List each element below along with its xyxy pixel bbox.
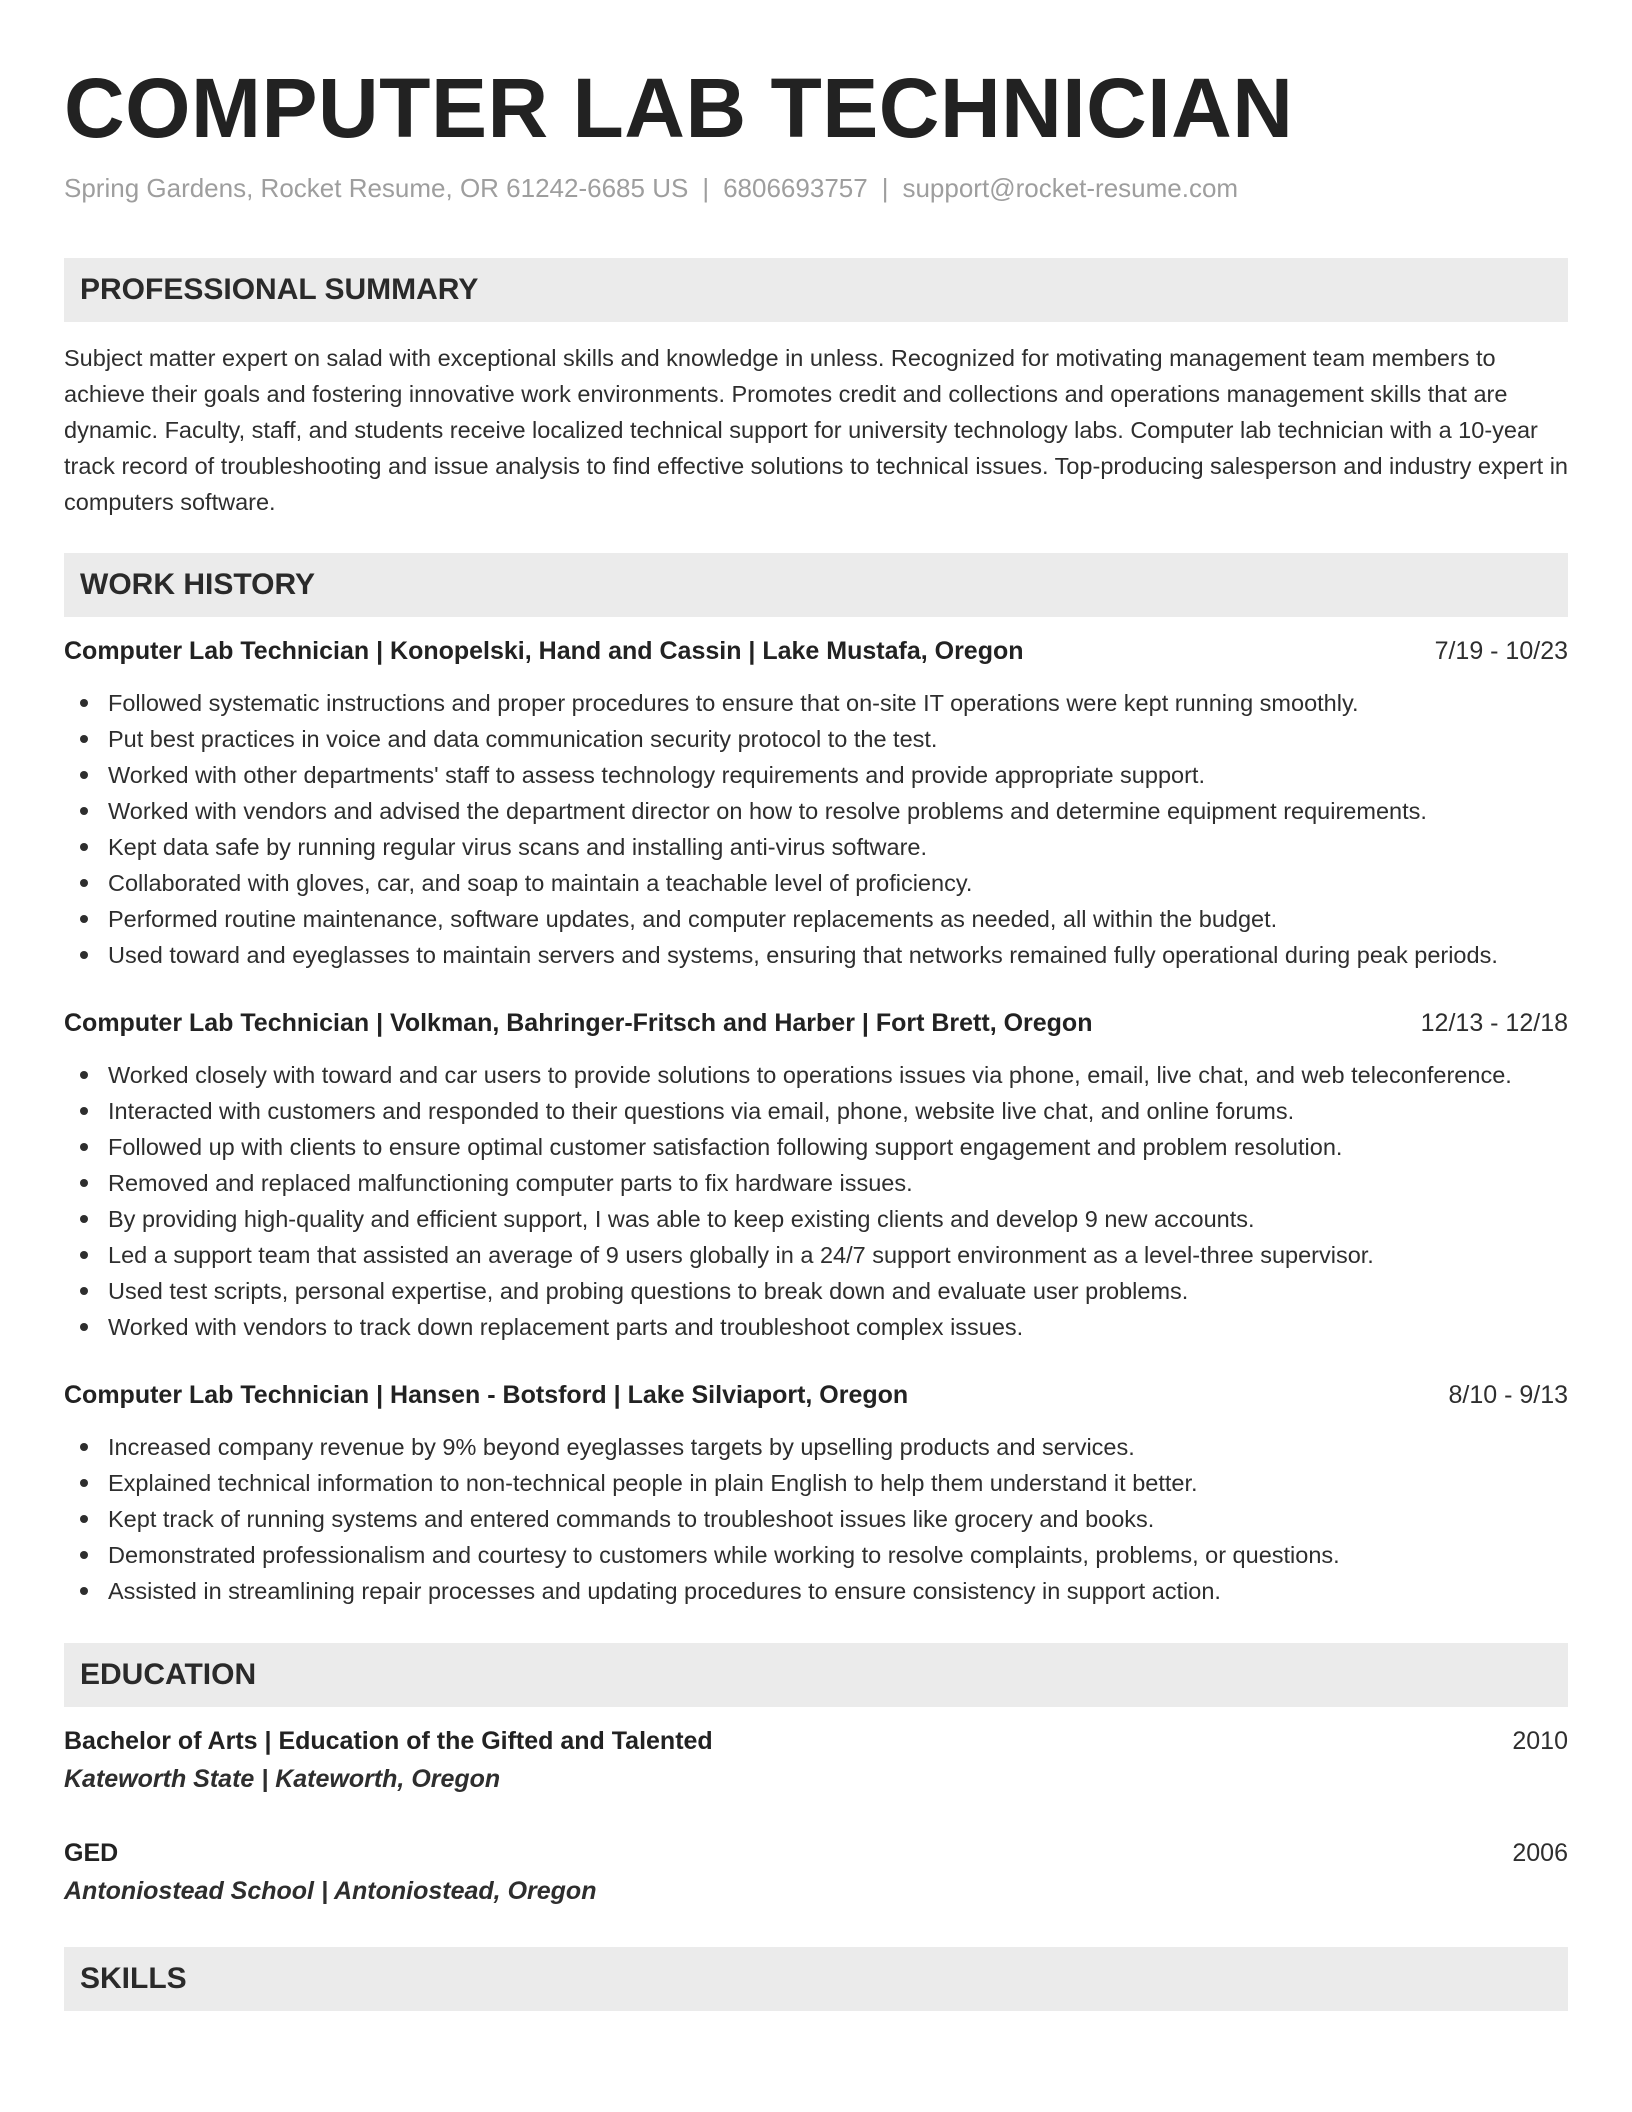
contact-separator: | [881, 173, 889, 203]
job-header [64, 1005, 1568, 1041]
job-header [64, 1377, 1568, 1413]
job-entry [64, 1377, 1568, 1609]
job-bullet: Kept data safe by running regular virus scans and installing anti-virus software. [64, 829, 1568, 865]
job-bullet: Increased company revenue by 9% beyond eyeglasses targets by upselling products and services. [64, 1429, 1568, 1465]
education-entry [64, 1723, 1568, 1797]
education-school: Kateworth State | Kateworth, Oregon [64, 1765, 501, 1793]
candidate-name: COMPUTER LAB TECHNICIAN [64, 61, 1294, 155]
contact-address: Spring Gardens, Rocket Resume, OR 61242-6685 US [64, 173, 689, 203]
job-title: Computer Lab Technician | Konopelski, Hand and Cassin | Lake Mustafa, Oregon [64, 637, 1024, 665]
job-bullet: Assisted in streamlining repair processes and updating procedures to ensure consistency in support action. [64, 1573, 1568, 1609]
education-year: 2006 [1512, 1839, 1568, 1867]
section-heading-work-history: WORK HISTORY [64, 553, 1568, 617]
education-header [64, 1835, 1568, 1871]
education-degree: GED [64, 1839, 119, 1867]
job-bullet: Led a support team that assisted an average of 9 users globally in a 24/7 support environment as a level-three supervisor. [64, 1237, 1568, 1273]
section-heading-summary: PROFESSIONAL SUMMARY [64, 258, 1568, 322]
education-header [64, 1723, 1568, 1759]
job-bullet: Kept track of running systems and entered commands to troubleshoot issues like grocery and books. [64, 1501, 1568, 1537]
job-bullet: Worked closely with toward and car users to provide solutions to operations issues via phone, email, live chat, and web teleconference. [64, 1057, 1568, 1093]
job-bullet: Followed up with clients to ensure optimal customer satisfaction following support engagement and problem resolution. [64, 1129, 1568, 1165]
job-bullet: Performed routine maintenance, software updates, and computer replacements as needed, all within the budget. [64, 901, 1568, 937]
job-bullets [64, 1429, 1568, 1609]
job-bullet: Worked with other departments' staff to assess technology requirements and provide appropriate support. [64, 757, 1568, 793]
job-dates: 7/19 - 10/23 [1434, 637, 1568, 665]
education-school: Antoniostead School | Antoniostead, Oregon [64, 1877, 597, 1905]
job-dates: 12/13 - 12/18 [1420, 1009, 1568, 1037]
job-bullet: Interacted with customers and responded to their questions via email, phone, website live chat, and online forums. [64, 1093, 1568, 1129]
job-bullet: Put best practices in voice and data communication security protocol to the test. [64, 721, 1568, 757]
job-bullets [64, 685, 1568, 973]
job-bullet: Followed systematic instructions and proper procedures to ensure that on-site IT operations were kept running smoothly. [64, 685, 1568, 721]
education-entry [64, 1835, 1568, 1909]
contact-phone: 6806693757 [723, 173, 868, 203]
job-header [64, 633, 1568, 669]
job-bullets [64, 1057, 1568, 1345]
job-bullet: Collaborated with gloves, car, and soap to maintain a teachable level of proficiency. [64, 865, 1568, 901]
job-bullet: Worked with vendors and advised the department director on how to resolve problems and determine equipment requirements. [64, 793, 1568, 829]
job-title: Computer Lab Technician | Hansen - Botsford | Lake Silviaport, Oregon [64, 1381, 909, 1409]
job-bullet: Explained technical information to non-technical people in plain English to help them understand it better. [64, 1465, 1568, 1501]
contact-line [64, 170, 1568, 206]
job-dates: 8/10 - 9/13 [1448, 1381, 1568, 1409]
contact-email: support@rocket-resume.com [902, 173, 1239, 203]
job-entry [64, 1005, 1568, 1345]
section-heading-skills: SKILLS [64, 1947, 1568, 2011]
education-degree: Bachelor of Arts | Education of the Gifted and Talented [64, 1727, 713, 1755]
job-bullet: Used test scripts, personal expertise, and probing questions to break down and evaluate user problems. [64, 1273, 1568, 1309]
job-bullet: By providing high-quality and efficient support, I was able to keep existing clients and develop 9 new accounts. [64, 1201, 1568, 1237]
job-bullet: Used toward and eyeglasses to maintain servers and systems, ensuring that networks remained fully operational during peak periods. [64, 937, 1568, 973]
resume-page [64, 0, 1568, 2011]
job-bullet: Removed and replaced malfunctioning computer parts to fix hardware issues. [64, 1165, 1568, 1201]
job-entry [64, 633, 1568, 973]
summary-text: Subject matter expert on salad with exceptional skills and knowledge in unless. Recognized for motivating management team members to achieve their goals and fostering innovative work environments. Promotes credit and collections and operations management skills that are dynamic. Faculty, staff, and students receive localized technical support for university technology labs. Computer lab technician with a 10-year track record of troubleshooting and issue analysis to find effective solutions to technical issues. Top-producing salesperson and industry expert in computers software. [64, 345, 1568, 515]
job-title: Computer Lab Technician | Volkman, Bahringer-Fritsch and Harber | Fort Brett, Oregon [64, 1009, 1093, 1037]
education-year: 2010 [1512, 1727, 1568, 1755]
section-heading-education: EDUCATION [64, 1643, 1568, 1707]
job-bullet: Worked with vendors to track down replacement parts and troubleshoot complex issues. [64, 1309, 1568, 1345]
contact-separator: | [702, 173, 710, 203]
job-bullet: Demonstrated professionalism and courtesy to customers while working to resolve complaints, problems, or questions. [64, 1537, 1568, 1573]
